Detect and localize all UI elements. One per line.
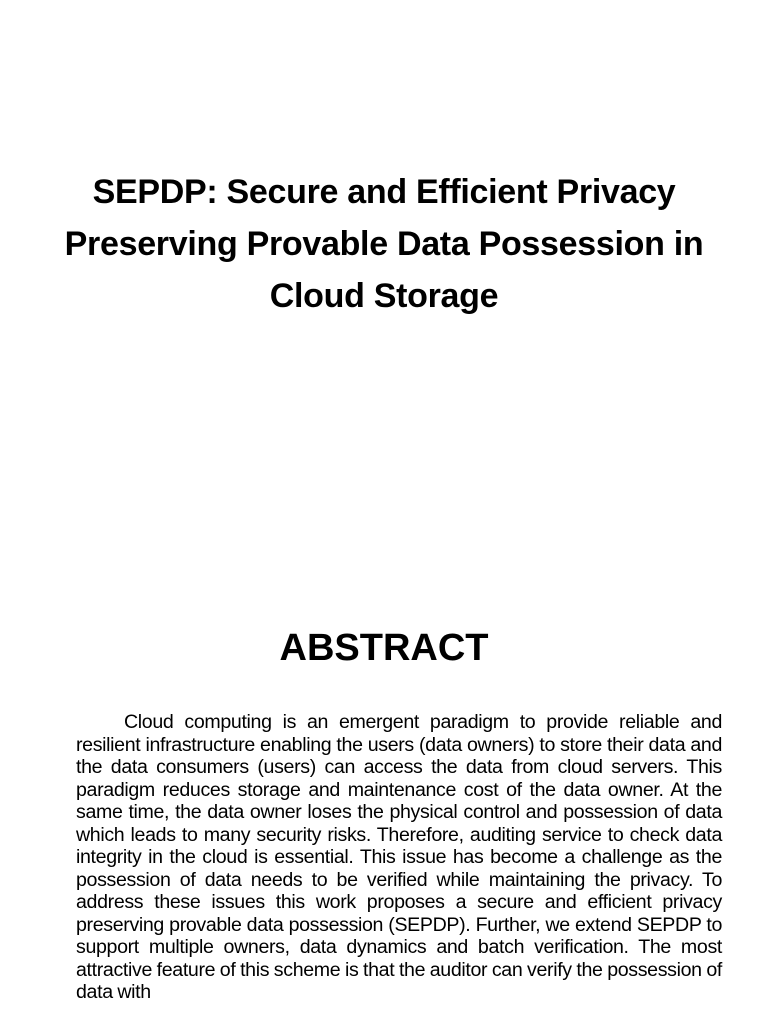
paper-title: SEPDP: Secure and Efficient Privacy Preserving Provable Data Possession in Cloud Storage [64,173,704,315]
abstract-slide [0,560,768,1024]
abstract-heading: ABSTRACT [279,627,489,669]
abstract-body-text: Cloud computing is an emergent paradigm to provide reliable and resilient infrastructure enabling the users (data owners) to store their data and the data consumers (users) can access the data from cloud servers. This paradigm reduces storage and maintenance cost of the data owner. At the same time, the data owner loses the physical control and possession of data which leads to many security risks. Therefore, auditing service to check data integrity in the cloud is essential. This issue has become a challenge as the possession of data needs to be verified while maintaining the privacy. To address these issues this work proposes a secure and efficient privacy preserving provable data possession (SEPDP). Further, we extend SEPDP to support multiple owners, data dynamics and batch verification. The most attractive feature of this scheme is that the auditor can verify the possession of data with [76,711,722,1003]
